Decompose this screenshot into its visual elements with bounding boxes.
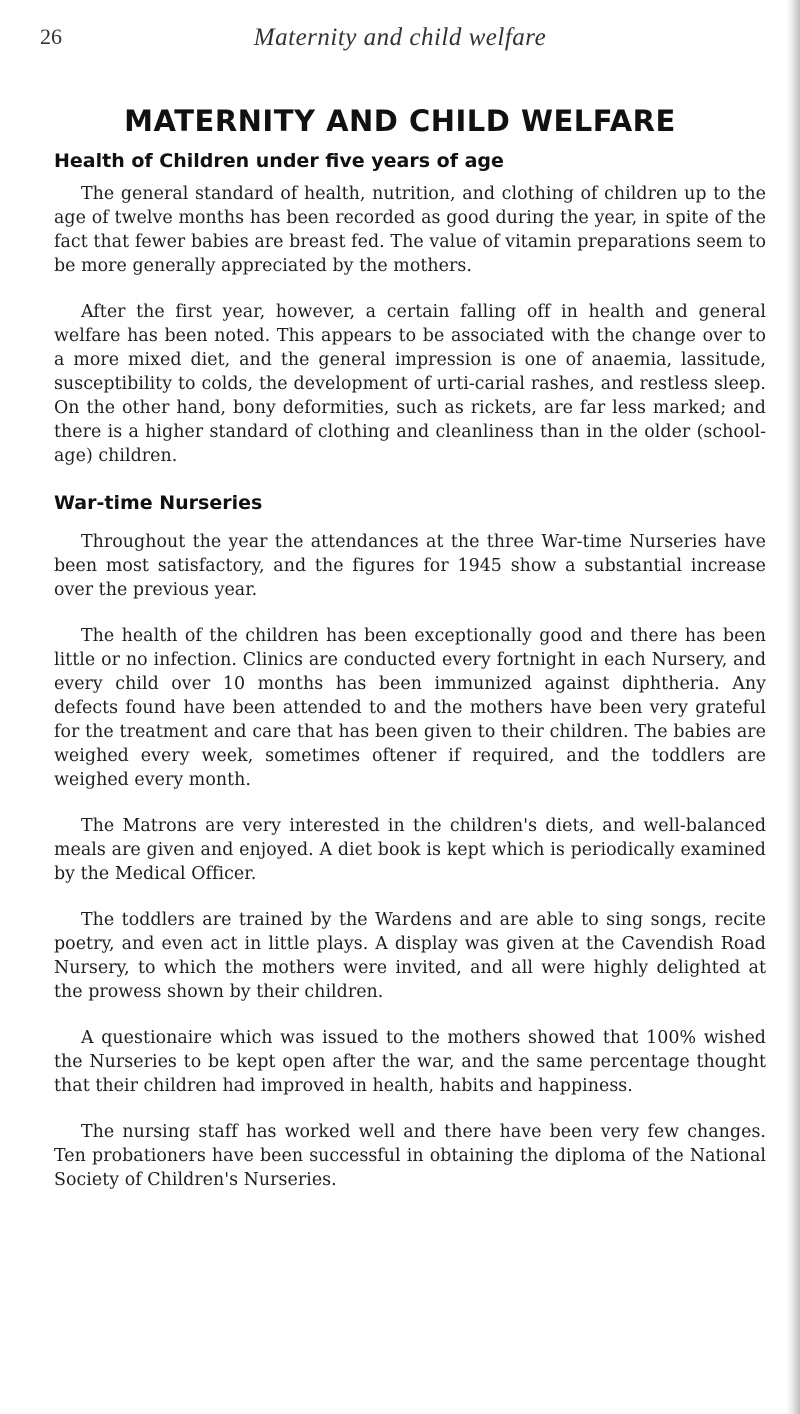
page-number: 26 bbox=[40, 24, 62, 49]
running-title: Maternity and child welfare bbox=[253, 24, 547, 51]
section-heading: War-time Nurseries bbox=[54, 492, 263, 514]
paragraph: Throughout the year the attendances at the three War-time Nurseries have been most satisfactory, and the figures for 1945 show a substantial increase over the previous year. bbox=[54, 532, 766, 600]
section-heading: Health of Children under five years of age bbox=[54, 150, 504, 172]
paragraph: The nursing staff has worked well and there have been very few changes. Ten probationers have been successful in obtaining the diploma of the National Society of Children's Nurseries. bbox=[54, 1122, 766, 1190]
paragraph: After the first year, however, a certain falling off in health and general welfare has been noted. This appears to be associated with the change over to a more mixed diet, and the general impression is one of anaemia, lassitude, susceptibility to colds, the development of urti-carial rashes, and restless sleep. On the other hand, bony deformities, such as rickets, are far less marked; and there is a higher standard of clothing and cleanliness than in the older (school-age) children. bbox=[54, 302, 766, 466]
paragraph: A questionaire which was issued to the mothers showed that 100% wished the Nurseries to be kept open after the war, and the same percentage thought that their children had improved in health, habits and happiness. bbox=[54, 1028, 766, 1096]
paragraph: The health of the children has been exceptionally good and there has been little or no infection. Clinics are conducted every fortnight in each Nursery, and every child over 10 months has been immunized against diphtheria. Any defects found have been attended to and the mothers have been very grateful for the treatment and care that has been given to their children. The babies are weighed every week, sometimes oftener if required, and the toddlers are weighed every month. bbox=[54, 626, 766, 790]
page-edge-shadow bbox=[786, 0, 800, 1414]
paragraph: The general standard of health, nutrition, and clothing of children up to the age of twelve months has been recorded as good during the year, in spite of the fact that fewer babies are breast fed. The value of vitamin preparations seem to be more generally appreciated by the mothers. bbox=[54, 184, 766, 276]
running-header bbox=[40, 24, 760, 64]
paragraph: The toddlers are trained by the Wardens and are able to sing songs, recite poetry, and even act in little plays. A display was given at the Cavendish Road Nursery, to which the mothers were invited, and all were highly delighted at the prowess shown by their children. bbox=[54, 910, 766, 1002]
section-war-time-nurseries bbox=[54, 492, 766, 1192]
section-health-under-five bbox=[54, 150, 766, 468]
paragraph: The Matrons are very interested in the children's diets, and well-balanced meals are given and enjoyed. A diet book is kept which is periodically examined by the Medical Officer. bbox=[54, 816, 766, 884]
article-body bbox=[54, 150, 766, 1214]
page-title: MATERNITY AND CHILD WELFARE bbox=[124, 104, 676, 138]
